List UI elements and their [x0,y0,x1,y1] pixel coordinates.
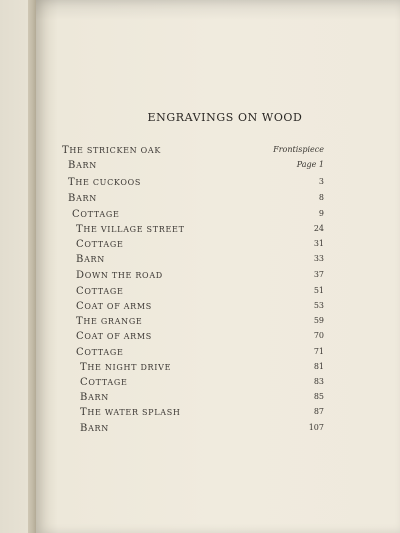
entry-page: 53 [313,301,324,310]
list-item [80,392,324,406]
entry-page: 9 [318,209,324,218]
entry-title: COTTAGE [80,377,128,388]
list-item [76,347,324,361]
list-item [76,224,324,238]
list-item [76,270,324,284]
entry-page: 3 [318,177,324,186]
entry-page: Frontispiece [273,145,324,154]
entry-page: Page 1 [296,160,324,169]
list-item [76,316,324,330]
entry-title: THE VILLAGE STREET [76,224,185,235]
entry-page: 37 [313,270,324,279]
entry-title: BARN [68,160,97,171]
cover-strip [28,0,36,533]
list-item [68,193,324,207]
entry-title: BARN [80,423,109,434]
entry-page: 87 [313,407,324,416]
entry-title: COAT OF ARMS [76,331,152,342]
page-heading-text: ENGRAVINGS ON WOOD [147,111,303,124]
page-heading [36,111,400,124]
list-item [80,423,324,437]
entry-page: 85 [313,392,324,401]
list-item [68,160,324,174]
entry-title: BARN [76,254,105,265]
entry-title: COTTAGE [76,239,124,250]
list-item [76,331,324,345]
entry-title: COTTAGE [72,209,120,220]
list-item [76,254,324,268]
entry-page: 24 [313,224,324,233]
entry-page: 33 [313,254,324,263]
entry-title: COTTAGE [76,286,124,297]
entry-title: DOWN THE ROAD [76,270,163,281]
entry-title: COAT OF ARMS [76,301,152,312]
page-top-shade [36,0,400,20]
entry-page: 8 [318,193,324,202]
entry-page: 107 [308,423,324,432]
entry-title: THE STRICKEN OAK [62,145,162,156]
entry-page: 51 [313,286,324,295]
entry-title: BARN [80,392,109,403]
list-item [80,362,324,376]
entry-title: BARN [68,193,97,204]
list-item [76,301,324,315]
list-item [76,239,324,253]
list-item [76,286,324,300]
entry-page: 83 [313,377,324,386]
entry-title: COTTAGE [76,347,124,358]
list-item [68,177,324,191]
entry-page: 70 [313,331,324,340]
list-item [80,377,324,391]
entry-page: 59 [313,316,324,325]
entry-page: 81 [313,362,324,371]
entry-title: THE GRANGE [76,316,143,327]
list-item [62,145,324,159]
entry-title: THE CUCKOOS [68,177,142,188]
entry-page: 31 [313,239,324,248]
entry-title: THE WATER SPLASH [80,407,181,418]
list-item [72,209,324,223]
entry-page: 71 [313,347,324,356]
list-item [80,407,324,421]
entry-title: THE NIGHT DRIVE [80,362,172,373]
